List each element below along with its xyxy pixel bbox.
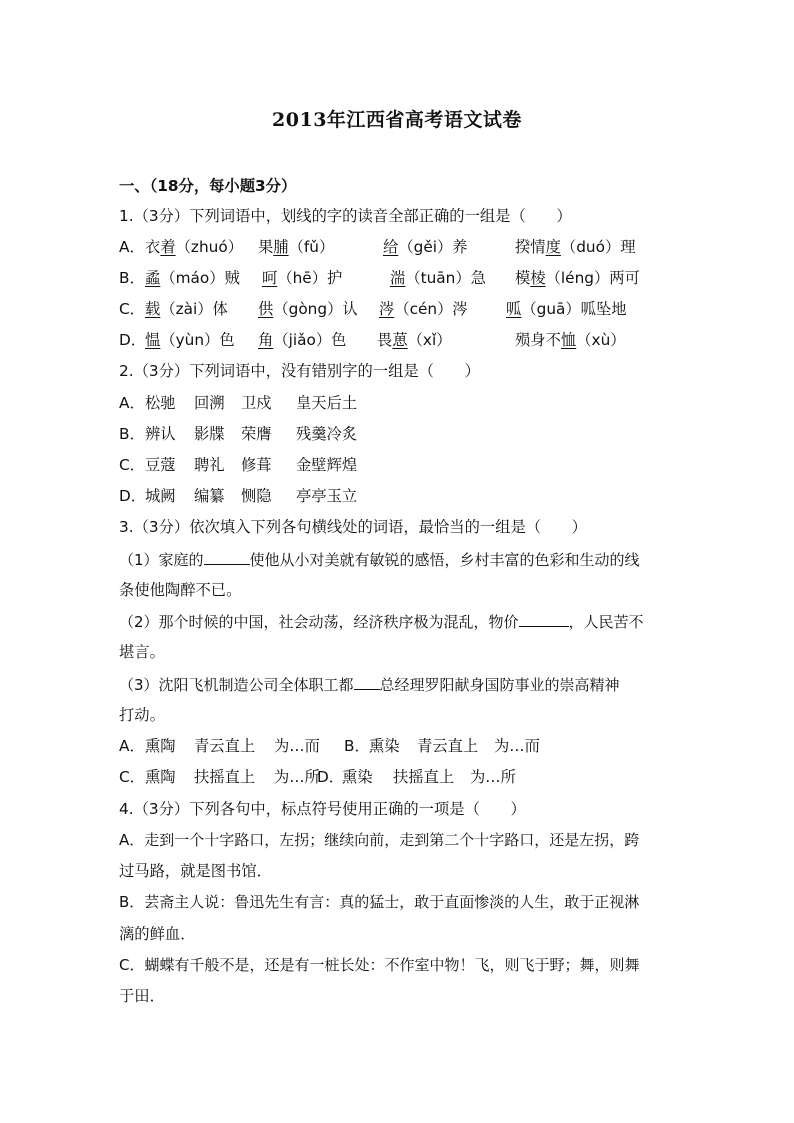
word: 熏染 [342,768,373,786]
word: 为…所 [470,768,516,786]
option-label: A． [119,238,145,256]
q4-option-b-cont: 漓的鲜血． [119,925,196,943]
q1d-item-4: 殒身不恤（xù） [515,331,626,349]
q1-option-c [119,299,679,319]
word: 熏陶 [145,768,176,786]
fill-blank[interactable] [519,611,569,627]
fill-blank[interactable] [204,549,250,565]
q2-stem: 2.（3分）下列词语中，没有错别字的一组是（ ） [119,362,480,380]
word: 亭亭玉立 [296,487,358,505]
q2-option-a [119,393,679,413]
q1b-item-2: 呵（hē）护 [262,269,343,287]
q3-sentence-3-cont: 打动。 [119,706,165,724]
q3-sentence-2: （2）那个时候的中国，社会动荡，经济秩序极为混乱，物价 ，人民苦不 [119,613,644,631]
q1d-item-1: 愠（yùn）色 [145,331,235,349]
q4-option-c-cont: 于田． [119,987,165,1005]
word: 残羹冷炙 [296,425,358,443]
option-label: C． [119,300,145,318]
word: 熏陶 [145,737,176,755]
word: 聘礼 [194,456,225,474]
q1c-item-1: 载（zài）体 [145,300,228,318]
q4-option-a: A．走到一个十字路口，左拐；继续向前，走到第二个十字路口，还是左拐，跨 [119,831,640,849]
q1-option-d [119,330,679,350]
q3-sentence-2-cont: 堪言。 [119,643,165,661]
word: 松驰 [145,394,176,412]
word: 回溯 [194,394,225,412]
word: 为…所 [274,768,320,786]
option-label: D． [119,331,147,349]
word: 皇天后土 [296,394,358,412]
q2-option-d [119,486,679,506]
q1-option-a [119,237,679,257]
q3-sentence-1: （1）家庭的 使他从小对美就有敏锐的感悟，乡村丰富的色彩和生动的线 [119,551,640,569]
word: 为…而 [274,737,320,755]
q2-option-c [119,455,679,475]
q1c-item-3: 涔（cén）涔 [379,300,468,318]
q3-options-cd [119,767,679,787]
q4-option-b: B．芸斋主人说：鲁迅先生有言：真的猛士，敢于直面惨淡的人生，敢于正视淋 [119,893,640,911]
q4-option-a-cont: 过马路，就是图书馆． [119,862,272,880]
q4-stem: 4.（3分）下列各句中，标点符号使用正确的一项是（ ） [119,800,526,818]
option-label: C． [119,456,145,474]
option-label: B． [119,425,145,443]
word: 熏染 [369,737,400,755]
q1a-item-2: 果脯（fǔ） [258,238,335,256]
option-label: B． [344,737,370,755]
option-label: D． [119,487,147,505]
exam-title: 2013年江西省高考语文试卷 [272,109,522,131]
option-label: B． [119,269,145,287]
q1b-item-4: 模棱（léng）两可 [515,269,640,287]
option-label: C． [119,768,145,786]
q1a-item-3: 给（gěi）养 [383,238,468,256]
q1-option-b [119,268,679,288]
q1a-item-4: 揆情度（duó）理 [515,238,636,256]
q1d-item-2: 角（jiǎo）色 [258,331,347,349]
word: 豆蔻 [145,456,176,474]
q3-stem: 3.（3分）依次填入下列各句横线处的词语，最恰当的一组是（ ） [119,518,587,536]
word: 金壁辉煌 [296,456,358,474]
fill-blank[interactable] [354,674,380,690]
word: 扶摇直上 [393,768,455,786]
q1c-item-4: 呱（guā）呱坠地 [506,300,627,318]
option-label: A． [119,394,145,412]
word: 荣膺 [241,425,272,443]
q1d-item-3: 畏葸（xǐ） [377,331,452,349]
option-label: D． [317,768,345,786]
q1-stem: 1.（3分）下列词语中，划线的字的读音全部正确的一组是（ ） [119,207,572,225]
q3-options-ab [119,736,679,756]
word: 辨认 [145,425,176,443]
section-heading: 一、（18分，每小题3分） [119,177,297,195]
q4-option-c: C．蝴蝶有千般不是，还是有一桩长处：不作室中物！飞，则飞于野；舞，则舞 [119,956,640,974]
q3-sentence-3: （3）沈阳飞机制造公司全体职工都 总经理罗阳献身国防事业的崇高精神 [119,676,620,694]
q1b-item-1: 蟊（máo）贼 [145,269,240,287]
word: 卫戍 [241,394,272,412]
word: 恻隐 [241,487,272,505]
word: 扶摇直上 [194,768,256,786]
word: 修葺 [241,456,272,474]
word: 城阙 [145,487,176,505]
q1c-item-2: 供（gòng）认 [258,300,358,318]
q1a-item-1: 衣着（zhuó） [145,238,243,256]
word: 编纂 [194,487,225,505]
word: 影牒 [194,425,225,443]
word: 青云直上 [417,737,479,755]
word: 青云直上 [194,737,256,755]
q3-sentence-1-cont: 条使他陶醉不已。 [119,581,242,599]
q2-option-b [119,424,679,444]
q1b-item-3: 湍（tuān）急 [390,269,486,287]
option-label: A． [119,737,145,755]
word: 为…而 [494,737,540,755]
